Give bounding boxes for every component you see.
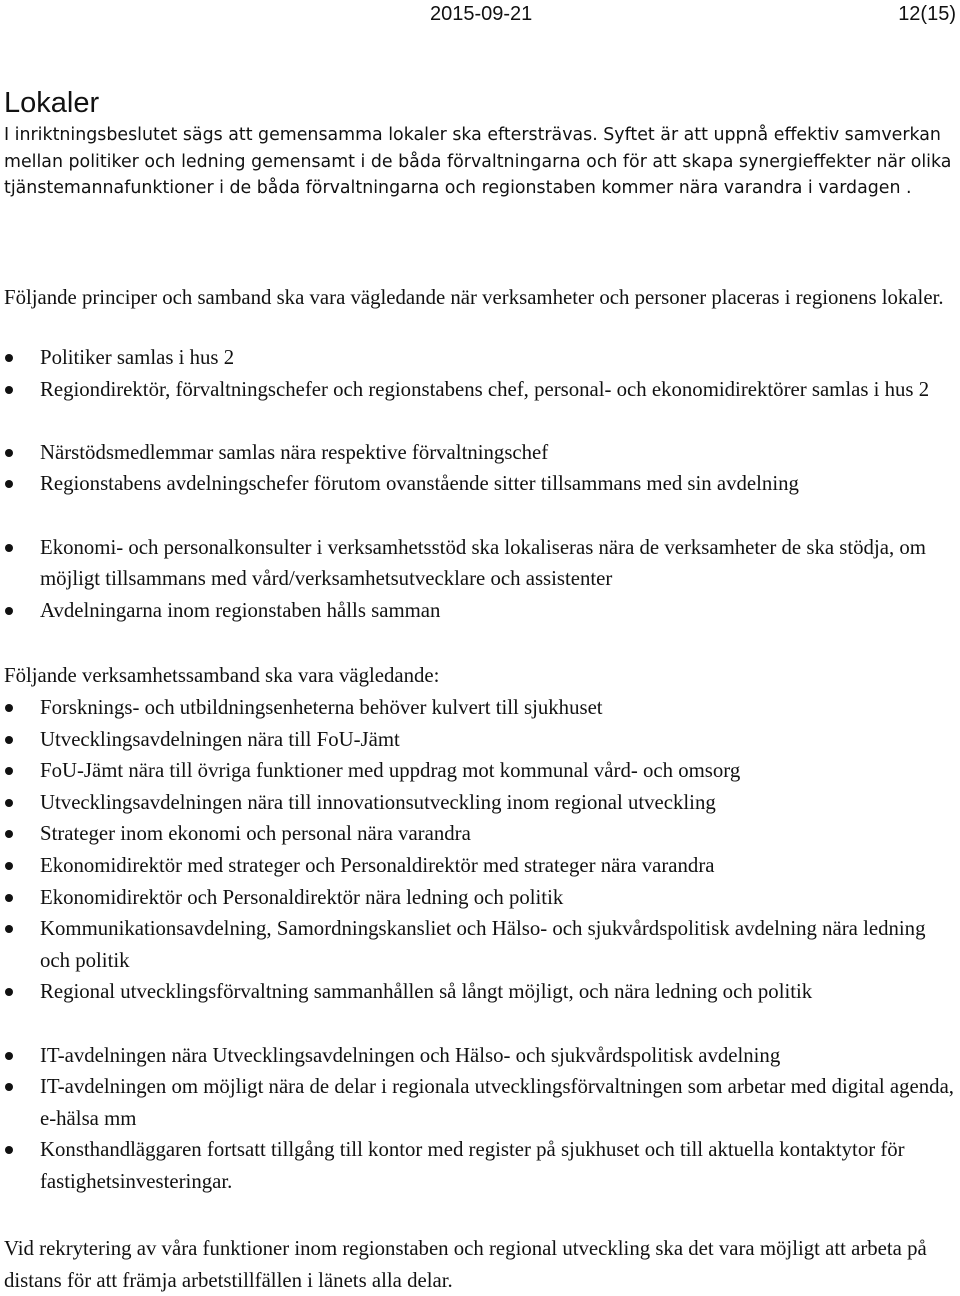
bullet-icon bbox=[5, 544, 13, 552]
list-item-text: IT-avdelningen om möjligt nära de delar i regionala utvecklingsförvaltningen som arbetar med digital agenda, e-hälsa mm bbox=[40, 1075, 954, 1130]
relations-list bbox=[0, 692, 956, 1198]
bullet-icon bbox=[5, 449, 13, 457]
bullet-icon bbox=[5, 607, 13, 615]
list-item-text: Utvecklingsavdelningen nära till FoU-Jämt bbox=[40, 727, 400, 751]
bullet-icon bbox=[5, 354, 13, 362]
list-item-text: Konsthandläggaren fortsatt tillgång till kontor med register på sjukhuset och till aktuella kontaktytor för fastighetsinvesteringar. bbox=[40, 1138, 905, 1193]
list-item-text: Regional utvecklingsförvaltning sammanhållen så långt möjligt, och nära ledning och politik bbox=[40, 980, 813, 1004]
list-item-text: Ekonomi- och personalkonsulter i verksamhetsstöd ska lokaliseras nära de verksamheter de ska stödja, om möjligt tillsammans med vård/verksamhetsutvecklare och assistenter bbox=[40, 535, 926, 591]
list-item bbox=[0, 913, 956, 976]
list-item bbox=[0, 1071, 956, 1134]
bullet-icon bbox=[5, 1146, 13, 1154]
list-item bbox=[0, 1040, 956, 1072]
bullet-icon bbox=[5, 1052, 13, 1060]
list-item-text: Strateger inom ekonomi och personal nära varandra bbox=[40, 822, 471, 846]
list-item-text: Ekonomidirektör med strateger och Personaldirektör med strateger nära varandra bbox=[40, 853, 715, 877]
bullet-icon bbox=[5, 894, 13, 902]
list-item bbox=[0, 1134, 956, 1197]
page-number: 12(15) bbox=[898, 3, 956, 25]
bullet-icon bbox=[5, 1083, 13, 1091]
list-item bbox=[0, 724, 956, 756]
bullet-icon bbox=[5, 767, 13, 775]
bullet-icon bbox=[5, 830, 13, 838]
bullet-icon bbox=[5, 480, 13, 488]
list-item-text: Politiker samlas i hus 2 bbox=[40, 346, 235, 369]
bullet-icon bbox=[5, 704, 13, 712]
list-item-text: Regionstabens avdelningschefer förutom ovanstående sitter tillsammans med sin avdelning bbox=[40, 472, 799, 496]
list-item bbox=[0, 468, 956, 531]
list-item bbox=[0, 532, 956, 595]
bullet-icon bbox=[5, 925, 13, 933]
bullet-icon bbox=[5, 736, 13, 744]
list-item bbox=[0, 595, 956, 627]
list-item bbox=[0, 342, 956, 374]
list-item bbox=[0, 755, 956, 787]
list-item bbox=[0, 437, 956, 469]
list-item-text: Avdelningarna inom regionstaben hålls samman bbox=[40, 598, 441, 622]
relations-intro: Följande verksamhetssamband ska vara vägledande: bbox=[4, 664, 440, 687]
bullet-icon bbox=[5, 988, 13, 996]
list-item bbox=[0, 692, 956, 724]
list-item-text: Närstödsmedlemmar samlas nära respektive förvaltningschef bbox=[40, 440, 549, 464]
list-item bbox=[0, 374, 956, 437]
list-item-text: Forsknings- och utbildningsenheterna behöver kulvert till sjukhuset bbox=[40, 696, 603, 719]
list-item-text: Utvecklingsavdelningen nära till innovationsutveckling inom regional utveckling bbox=[40, 790, 716, 814]
list-item-text: Regiondirektör, förvaltningschefer och regionstabens chef, personal- och ekonomidirektörer samlas i hus 2 bbox=[40, 377, 930, 401]
bullet-icon bbox=[5, 386, 13, 394]
closing-paragraph: Vid rekrytering av våra funktioner inom regionstaben och regional utveckling ska det vara möjligt att arbeta på distans för att främja arbetstillfällen i länets alla delar. bbox=[4, 1237, 927, 1292]
intro-paragraph: I inriktningsbeslutet sägs att gemensamma lokaler ska eftersträvas. Syftet är att uppnå effektiv samverkan mellan politiker och ledning gemensamt i de båda förvaltningarna och för att skapa synergieffekter när olika tjänstemannafunktioner i de båda förvaltningarna och regionstaben kommer nära varandra i vardagen . bbox=[4, 125, 952, 199]
list-item-text: FoU-Jämt nära till övriga funktioner med uppdrag mot kommunal vård- och omsorg bbox=[40, 759, 741, 783]
header-date: 2015-09-21 bbox=[430, 3, 533, 25]
list-item bbox=[0, 976, 956, 1039]
list-item-text: IT-avdelningen nära Utvecklingsavdelningen och Hälso- och sjukvårdspolitisk avdelning bbox=[40, 1043, 781, 1067]
list-item bbox=[0, 818, 956, 850]
section-heading: Lokaler bbox=[4, 87, 100, 119]
list-item-text: Kommunikationsavdelning, Samordningskansliet och Hälso- och sjukvårdspolitisk avdelning nära ledning och politik bbox=[40, 917, 926, 972]
list-item bbox=[0, 850, 956, 882]
principles-intro: Följande principer och samband ska vara vägledande när verksamheter och personer placeras i regionens lokaler. bbox=[4, 286, 944, 309]
principles-list bbox=[0, 342, 956, 626]
list-item-text: Ekonomidirektör och Personaldirektör nära ledning och politik bbox=[40, 885, 564, 909]
bullet-icon bbox=[5, 862, 13, 870]
list-item bbox=[0, 787, 956, 819]
list-item bbox=[0, 882, 956, 914]
bullet-icon bbox=[5, 799, 13, 807]
